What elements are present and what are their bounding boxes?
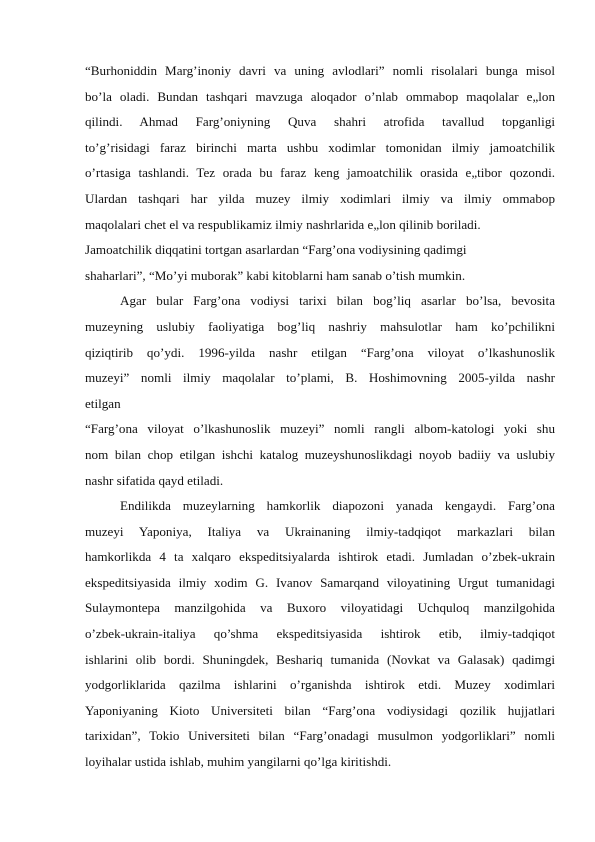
text-line: muzeyning uslubiy faoliyatiga bog’liq nashriy mahsulotlar ham ko’pchilikni xyxy=(85,318,555,334)
text-line: muzeyi Yaponiya, Italiya va Ukrainaning ilmiy-tadqiqot markazlari bilan xyxy=(85,523,555,539)
text-line: muzeyi” nomli ilmiy maqolalar to’plami, B. Hoshimovning 2005-yilda nashr xyxy=(85,370,555,386)
document-page xyxy=(85,58,555,775)
text-line: tarixidan”, Tokio Universiteti bilan “Farg’onadagi musulmon yodgorliklari” nomli xyxy=(85,728,555,744)
text-line: etilgan xyxy=(85,395,121,411)
text-line: to’g’risidagi faraz birinchi marta ushbu xodimlar tomonidan ilmiy jamoatchilik xyxy=(85,139,555,155)
text-line: Sulaymontepa manzilgohida va Buxoro viloyatidagi Uchquloq manzilgohida xyxy=(85,600,555,616)
text-line: “Burhoniddin Marg’inoniy davri va uning avlodlari” nomli risolalari bunga misol xyxy=(85,63,555,78)
text-line: maqolalari chet el va respublikamiz ilmiy nashrlarida e„lon qilinib boriladi. xyxy=(85,216,481,232)
text-line: Endilikda muzeylarning hamkorlik diapozoni yanada kengaydi. Farg’ona xyxy=(120,498,555,514)
text-line: o’zbek-ukrain-italiya qo’shma ekspeditsiyasida ishtirok etib, ilmiy-tadqiqot xyxy=(85,626,555,642)
text-line: Yaponiyaning Kioto Universiteti bilan “Farg’ona vodiysidagi qozilik hujjatlari xyxy=(85,702,555,718)
text-line: Jamoatchilik diqqatini tortgan asarlardan “Farg’ona vodiysining qadimgi xyxy=(85,242,467,258)
text-line: ekspeditsiyasida ilmiy xodim G. Ivanov Samarqand viloyatining Urgut tumanidagi xyxy=(85,574,555,590)
text-line: Agar bular Farg’ona vodiysi tarixi bilan bog’liq asarlar bo’lsa, bevosita xyxy=(120,293,555,309)
text-line: qilindi. Ahmad Farg’oniyning Quva shahri atrofida tavallud topganligi xyxy=(85,114,555,130)
text-line: nashr sifatida qayd etiladi. xyxy=(85,472,224,488)
text-line: “Farg’ona viloyat o’lkashunoslik muzeyi” nomli rangli albom-katologi yoki shu xyxy=(85,421,555,437)
text-line: qiziqtirib qo’ydi. 1996-yilda nashr etilgan “Farg’ona viloyat o’lkashunoslik xyxy=(85,344,555,360)
text-line: hamkorlikda 4 ta xalqaro ekspeditsiyalarda ishtirok etadi. Jumladan o’zbek-ukrain xyxy=(85,549,555,565)
text-line: bo’la oladi. Bundan tashqari mavzuga aloqador o’nlab ommabop maqolalar e„lon xyxy=(85,88,555,104)
text-line: shaharlari”, “Mo’yi muborak” kabi kitoblarni ham sanab o’tish mumkin. xyxy=(85,267,466,283)
text-line: Ulardan tashqari har yilda muzey ilmiy xodimlari ilmiy va ilmiy ommabop xyxy=(85,190,555,206)
text-line: loyihalar ustida ishlab, muhim yangilarni qo’lga kiritishdi. xyxy=(85,754,392,770)
text-line: ishlarini olib bordi. Shuningdek, Beshariq tumanida (Novkat va Galasak) qadimgi xyxy=(85,651,555,667)
text-line: o’rtasiga tashlandi. Tez orada bu faraz keng jamoatchilik orasida e„tibor qozondi. xyxy=(85,165,555,181)
text-line: nom bilan chop etilgan ishchi katalog muzeyshunoslikdagi noyob badiiy va uslubiy xyxy=(85,446,555,462)
text-line: yodgorliklarida qazilma ishlarini o’rganishda ishtirok etdi. Muzey xodimlari xyxy=(85,677,555,693)
